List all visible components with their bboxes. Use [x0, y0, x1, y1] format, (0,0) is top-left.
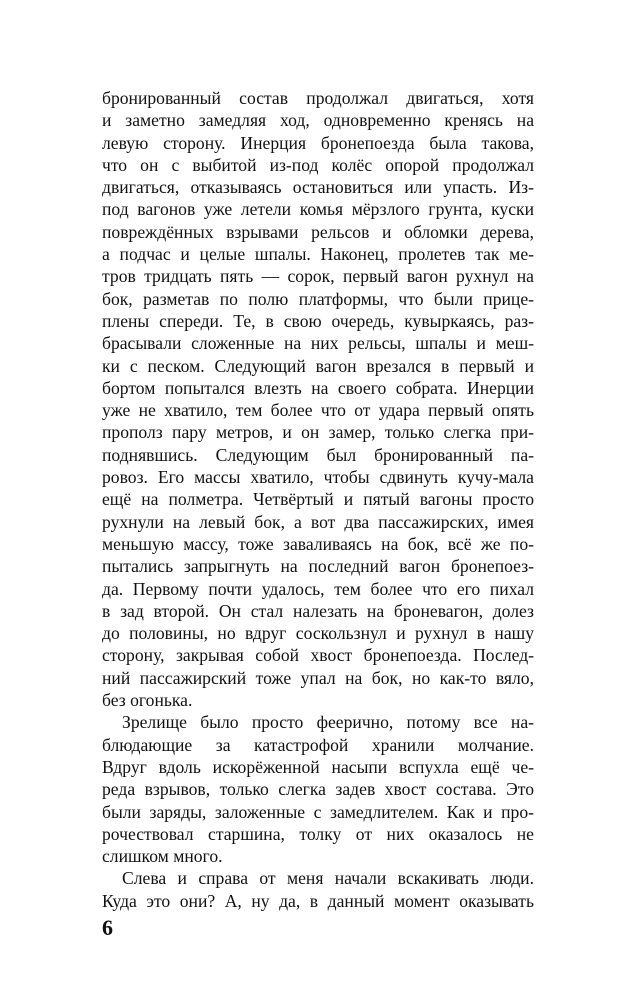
text-line: до половины, но вдруг соскользнул и рухнул в нашу	[102, 623, 534, 644]
text-line: Слева и справа от меня начали вскакивать люди.	[122, 868, 534, 889]
text-line: пытались запрыгнуть на последний вагон бронепоез-	[102, 556, 534, 577]
text-line: ещё на полметра. Четвёртый и пятый вагоны просто	[102, 489, 534, 510]
text-line: ки с песком. Следующий вагон врезался в первый и	[102, 355, 534, 376]
text-line: брасывали сложенные на них рельсы, шпалы и меш-	[102, 333, 534, 354]
text-line: под вагонов уже летели комья мёрзлого грунта, куски	[102, 199, 534, 220]
text-line: Вдруг вдоль искорёженной насыпи вспухла ещё че-	[102, 756, 534, 777]
text-line: были заряды, заложенные с замедлителем. Как и про-	[102, 801, 534, 822]
text-line: слишком много.	[102, 846, 223, 867]
text-line: и заметно замедляя ход, одновременно кренясь на	[102, 110, 534, 131]
text-line: рочествовал старшина, толку от них оказалось не	[102, 823, 534, 844]
text-line: левую сторону. Инерция бронепоезда была такова,	[102, 132, 534, 153]
text-line: двигаться, отказываясь остановиться или упасть. Из-	[102, 177, 534, 198]
text-line: Куда это они? А, ну да, в данный момент оказывать	[102, 890, 534, 911]
text-line: сторону, закрывая собой хвост бронепоезда. Послед-	[102, 645, 534, 666]
text-line: ровоз. Его массы хватило, чтобы сдвинуть кучу-мала	[102, 467, 534, 488]
text-line: да. Первому почти удалось, тем более что его пихал	[102, 578, 534, 599]
text-line: что он с выбитой из-под колёс опорой продолжал	[102, 154, 534, 175]
paragraph	[102, 711, 534, 867]
text-line: а подчас и целые шпалы. Наконец, пролетев так ме-	[102, 244, 534, 265]
text-line: поднявшись. Следующим был бронированный па-	[102, 444, 534, 465]
text-line: блюдающие за катастрофой хранили молчание.	[102, 734, 534, 755]
body-text	[102, 87, 534, 912]
text-line: повреждённых взрывами рельсов и обломки дерева,	[102, 221, 534, 242]
text-line: Зрелище было просто феерично, потому все на-	[122, 712, 534, 733]
text-line: уже не хватило, тем более что от удара первый опять	[102, 400, 534, 421]
text-line: реда взрывов, только слегка задев хвост состава. Это	[102, 779, 534, 800]
text-line: в зад второй. Он стал налезать на броневагон, долез	[102, 600, 534, 621]
text-line: без огонька.	[102, 690, 193, 711]
text-line: тров тридцать пять — сорок, первый вагон рухнул на	[102, 266, 534, 287]
text-line: ний пассажирский тоже упал на бок, но как-то вяло,	[102, 667, 534, 688]
text-line: плены спереди. Те, в свою очередь, кувыркаясь, раз-	[102, 310, 534, 331]
text-line: бортом попытался влезть на своего собрата. Инерции	[102, 377, 534, 398]
text-line: меньшую массу, тоже заваливаясь на бок, всё же по-	[102, 533, 534, 554]
text-line: прополз пару метров, и он замер, только слегка при-	[102, 422, 534, 443]
paragraph	[102, 867, 534, 912]
page-number: 6	[102, 915, 113, 940]
text-line: бок, разметав по полю платформы, что были прице-	[102, 288, 534, 309]
paragraph	[102, 87, 534, 711]
text-line: бронированный состав продолжал двигаться, хотя	[102, 88, 534, 108]
text-line: рухнули на левый бок, а вот два пассажирских, имея	[102, 511, 534, 532]
